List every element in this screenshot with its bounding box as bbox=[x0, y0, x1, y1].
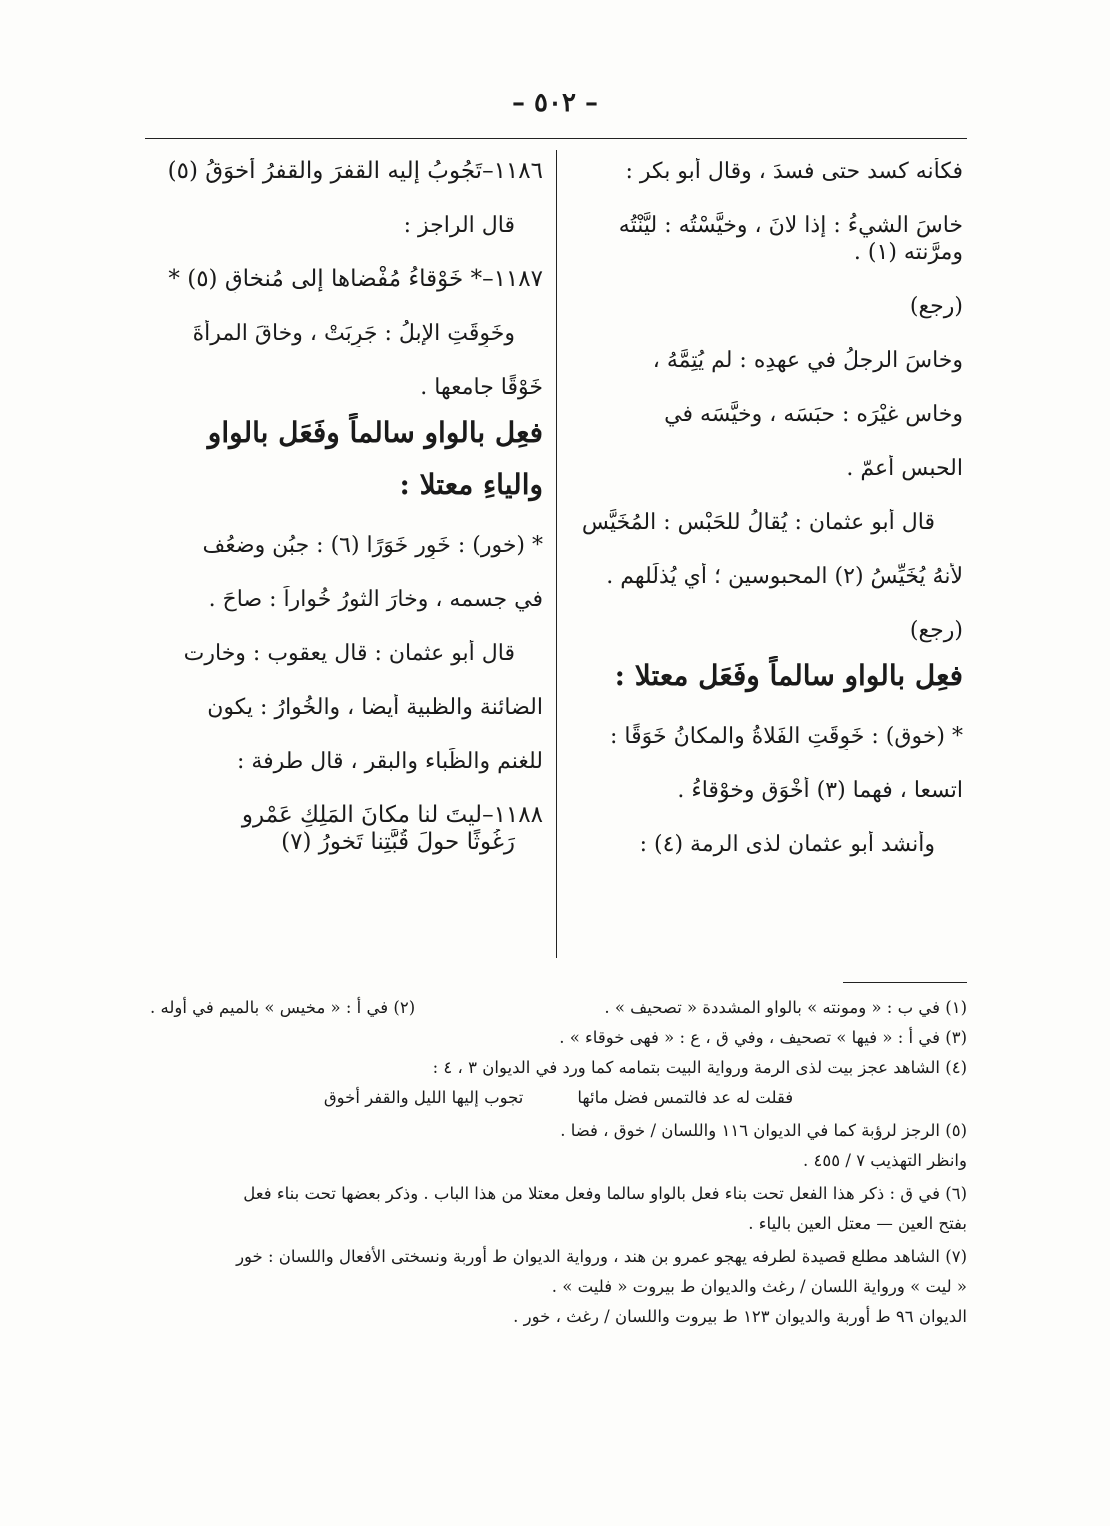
footnote-7-continued: « ليت » ورواية اللسان / رغث والديوان ط بيروت « فليت » . bbox=[551, 1277, 967, 1296]
verse-first-hemistich: فقلت له عد فالتمس فضل مائها bbox=[577, 1088, 794, 1107]
verse-line: رَغُوثًا حولَ قُبَّتِنا تَخورُ (٧) bbox=[281, 829, 515, 855]
footnote-7-continued: الديوان ٩٦ ط أوربة والديوان ١٢٣ ط بيروت واللسان / رغث ، خور . bbox=[513, 1307, 967, 1326]
footnote-3: (٣) في أ : « فيها » تصحيف ، وفي ق ، ع : « فهى خوقاء » . bbox=[559, 1028, 967, 1047]
verse-second-hemistich: تجوب إليها الليل والقفر أخوق bbox=[323, 1088, 524, 1107]
text-line: وخاس غيْرَه : حبَسَه ، وخيَّسَه في bbox=[664, 402, 963, 427]
footnote-1: (١) في ب : « ومونته » بالواو المشددة « تصحيف » . bbox=[604, 998, 967, 1017]
header-rule bbox=[145, 138, 967, 139]
text-line: فكأنه كسد حتى فسدَ ، وقال أبو بكر : bbox=[625, 159, 963, 184]
footnote-row bbox=[150, 993, 967, 1023]
section-heading: والياءِ معتلا : bbox=[399, 468, 543, 501]
text-line: الضائنة والظبية أيضا ، والخُوارُ : يكون bbox=[207, 695, 543, 720]
footnote-rule bbox=[843, 982, 967, 983]
section-heading: فعِل بالواو سالماً وفَعَل معتلا : bbox=[614, 659, 963, 692]
left-column bbox=[158, 158, 543, 856]
text-line: ومرَّنته (١) . bbox=[853, 240, 963, 265]
verse-line: ١١٨٦–تَجُوبُ إليه القفرَ والقفرُ أخوَقُ (٥) bbox=[167, 158, 543, 184]
footnote-7: (٧) الشاهد مطلع قصيدة لطرفه يهجو عمرو بن هند ، ورواية الديوان ط أوربة ونسختى الأفعال واللسان : خور bbox=[236, 1247, 967, 1266]
footnote-4-verse bbox=[150, 1083, 967, 1113]
verse-line: ١١٨٨–ليتَ لنا مكانَ المَلِكِ عَمْرو bbox=[241, 802, 543, 828]
column-divider bbox=[556, 150, 557, 958]
right-column bbox=[578, 158, 963, 858]
text-line: خاسَ الشيءُ : إذا لانَ ، وخيَّسْتُه : ليَّنْتُه bbox=[618, 213, 963, 238]
text-line: قال أبو عثمان : يُقالُ للحَبْس : المُخَيَّس bbox=[581, 510, 935, 535]
footnote-5: (٥) الرجز لرؤبة كما في الديوان ١١٦ واللسان / خوق ، فضا . bbox=[560, 1121, 967, 1140]
text-line: قال أبو عثمان : قال يعقوب : وخارت bbox=[183, 641, 515, 666]
footnote-2: (٢) في أ : « مخيس » بالميم في أوله . bbox=[150, 998, 416, 1017]
verse-line: ١١٨٧–* خَوْقاءُ مُفْضاها إلى مُنخاقِ (٥) * bbox=[168, 266, 543, 292]
text-line: وخاسَ الرجلُ في عهدِه : لم يُتِمَّهُ ، bbox=[652, 348, 963, 373]
text-line: للغنم والظِّباء والبقر ، قال طرفة : bbox=[236, 749, 543, 774]
text-line: خَوْقًا جامعها . bbox=[420, 375, 543, 400]
footnote-4: (٤) الشاهد عجز بيت لذى الرمة ورواية البيت بتمامه كما ورد في الديوان ٣ ، ٤ : bbox=[432, 1058, 967, 1077]
text-line: لأنهُ يُخَيِّسُ (٢) المحبوسين ؛ أي يُذلِّلهم . bbox=[606, 564, 963, 589]
text-line: (رجع) bbox=[909, 618, 963, 643]
footnote-6-continued: بفتح العين — معتل العين بالياء . bbox=[748, 1214, 967, 1233]
page-number: – ٥٠٢ – bbox=[511, 88, 599, 118]
text-line: وخَوِقَتِ الإبلُ : جَرِبَتْ ، وخاقَ المرأةَ bbox=[192, 321, 515, 346]
text-line: اتسعا ، فهما (٣) أخْوَق وخوْقاءُ . bbox=[677, 778, 963, 803]
text-line: * (خور) : خَوِر خَوَرًا (٦) : جبُن وضعُف bbox=[202, 533, 543, 558]
text-line: * (خوق) : خَوِقَتِ الفَلاةُ والمكانُ خَوَقًا : bbox=[609, 724, 963, 749]
text-line: الحبس أعمّ . bbox=[846, 456, 963, 481]
text-line: (رجع) bbox=[909, 294, 963, 319]
footnote-5-continued: وانظر التهذيب ٧ / ٤٥٥ . bbox=[803, 1151, 967, 1170]
text-line: وأنشد أبو عثمان لذى الرمة (٤) : bbox=[639, 832, 935, 857]
section-heading: فعِل بالواو سالماً وفَعَل بالواو bbox=[207, 416, 543, 449]
text-line: في جسمه ، وخارَ الثورُ خُواراً : صاحَ . bbox=[208, 587, 543, 612]
text-line: قال الراجز : bbox=[403, 213, 515, 238]
footnote-6: (٦) في ق : ذكر هذا الفعل تحت بناء فعل بالواو سالما وفعل معتلا من هذا الباب . وذكر بعضها تحت بناء فعل bbox=[243, 1184, 967, 1203]
footnotes bbox=[150, 993, 967, 1332]
